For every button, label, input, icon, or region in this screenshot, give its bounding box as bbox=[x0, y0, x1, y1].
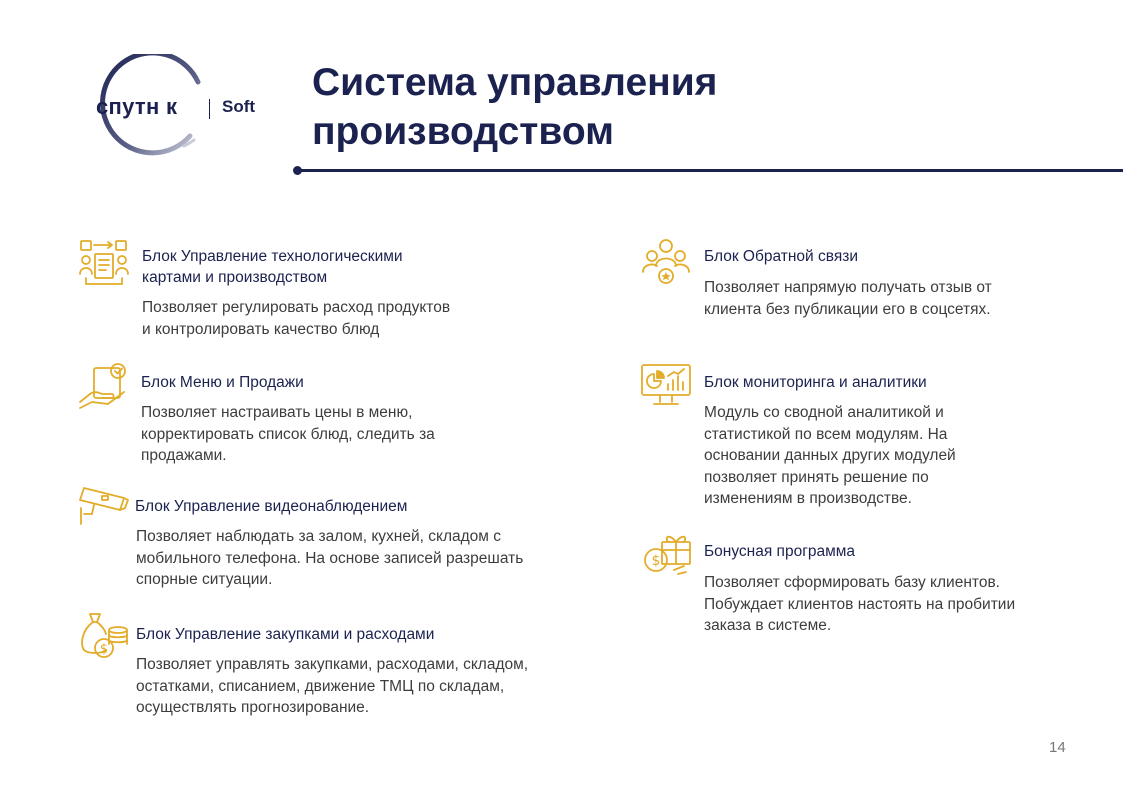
cctv-camera-icon bbox=[78, 484, 130, 526]
bonus-gift-icon bbox=[640, 530, 694, 578]
block-heading: Блок Обратной связи bbox=[704, 248, 858, 265]
company-logo bbox=[80, 54, 280, 160]
logo-subtitle: Soft bbox=[222, 97, 256, 116]
title-line-2: производством bbox=[312, 110, 614, 153]
title-line-1: Система управления bbox=[312, 61, 718, 104]
block-heading: Блок Меню и Продажи bbox=[141, 374, 304, 391]
block-heading: Блок Управление видеонаблюдением bbox=[135, 498, 408, 515]
title-divider bbox=[298, 169, 1123, 172]
logo-separator bbox=[209, 99, 210, 119]
block-heading: Блок Управление закупками и расходами bbox=[136, 626, 435, 643]
svg-text:$: $ bbox=[651, 553, 661, 569]
block-heading: Блок мониторинга и аналитики bbox=[704, 374, 927, 391]
block-description: Позволяет управлять закупками, расходами, складом, остатками, списанием, движение ТМЦ по складам, осуществлять прогнозирование. bbox=[136, 656, 529, 716]
svg-text:$: $ bbox=[99, 642, 109, 657]
page-number: 14 bbox=[1049, 739, 1066, 756]
block-description: Позволяет сформировать базу клиентов. Побуждает клиентов настоять на пробитии заказа в системе. bbox=[704, 574, 1016, 634]
tech-cards-icon bbox=[78, 238, 130, 288]
block-description: Позволяет регулировать расход продуктов и контролировать качество блюд bbox=[142, 299, 451, 338]
block-description: Позволяет настраивать цены в меню, корректировать список блюд, следить за продажами. bbox=[141, 404, 435, 464]
page-title bbox=[312, 58, 717, 156]
analytics-monitor-icon bbox=[640, 362, 692, 408]
block-description: Позволяет напрямую получать отзыв от клиента без публикации его в соцсетях. bbox=[704, 279, 992, 318]
logo-wordmark: спутн к bbox=[96, 94, 178, 119]
block-heading: Блок Управление технологическими картами и производством bbox=[142, 248, 403, 286]
block-heading: Бонусная программа bbox=[704, 543, 856, 560]
block-description: Позволяет наблюдать за залом, кухней, складом с мобильного телефона. На основе записей разрешать спорные ситуации. bbox=[136, 528, 524, 588]
title-divider-dot bbox=[293, 166, 302, 175]
money-bag-icon bbox=[78, 610, 130, 660]
block-description: Модуль со сводной аналитикой и статистикой по всем модулям. На основании данных других модулей позволяет принять решение по изменениям в производстве. bbox=[704, 404, 956, 507]
menu-sales-icon bbox=[78, 362, 130, 410]
feedback-users-icon bbox=[640, 236, 692, 286]
